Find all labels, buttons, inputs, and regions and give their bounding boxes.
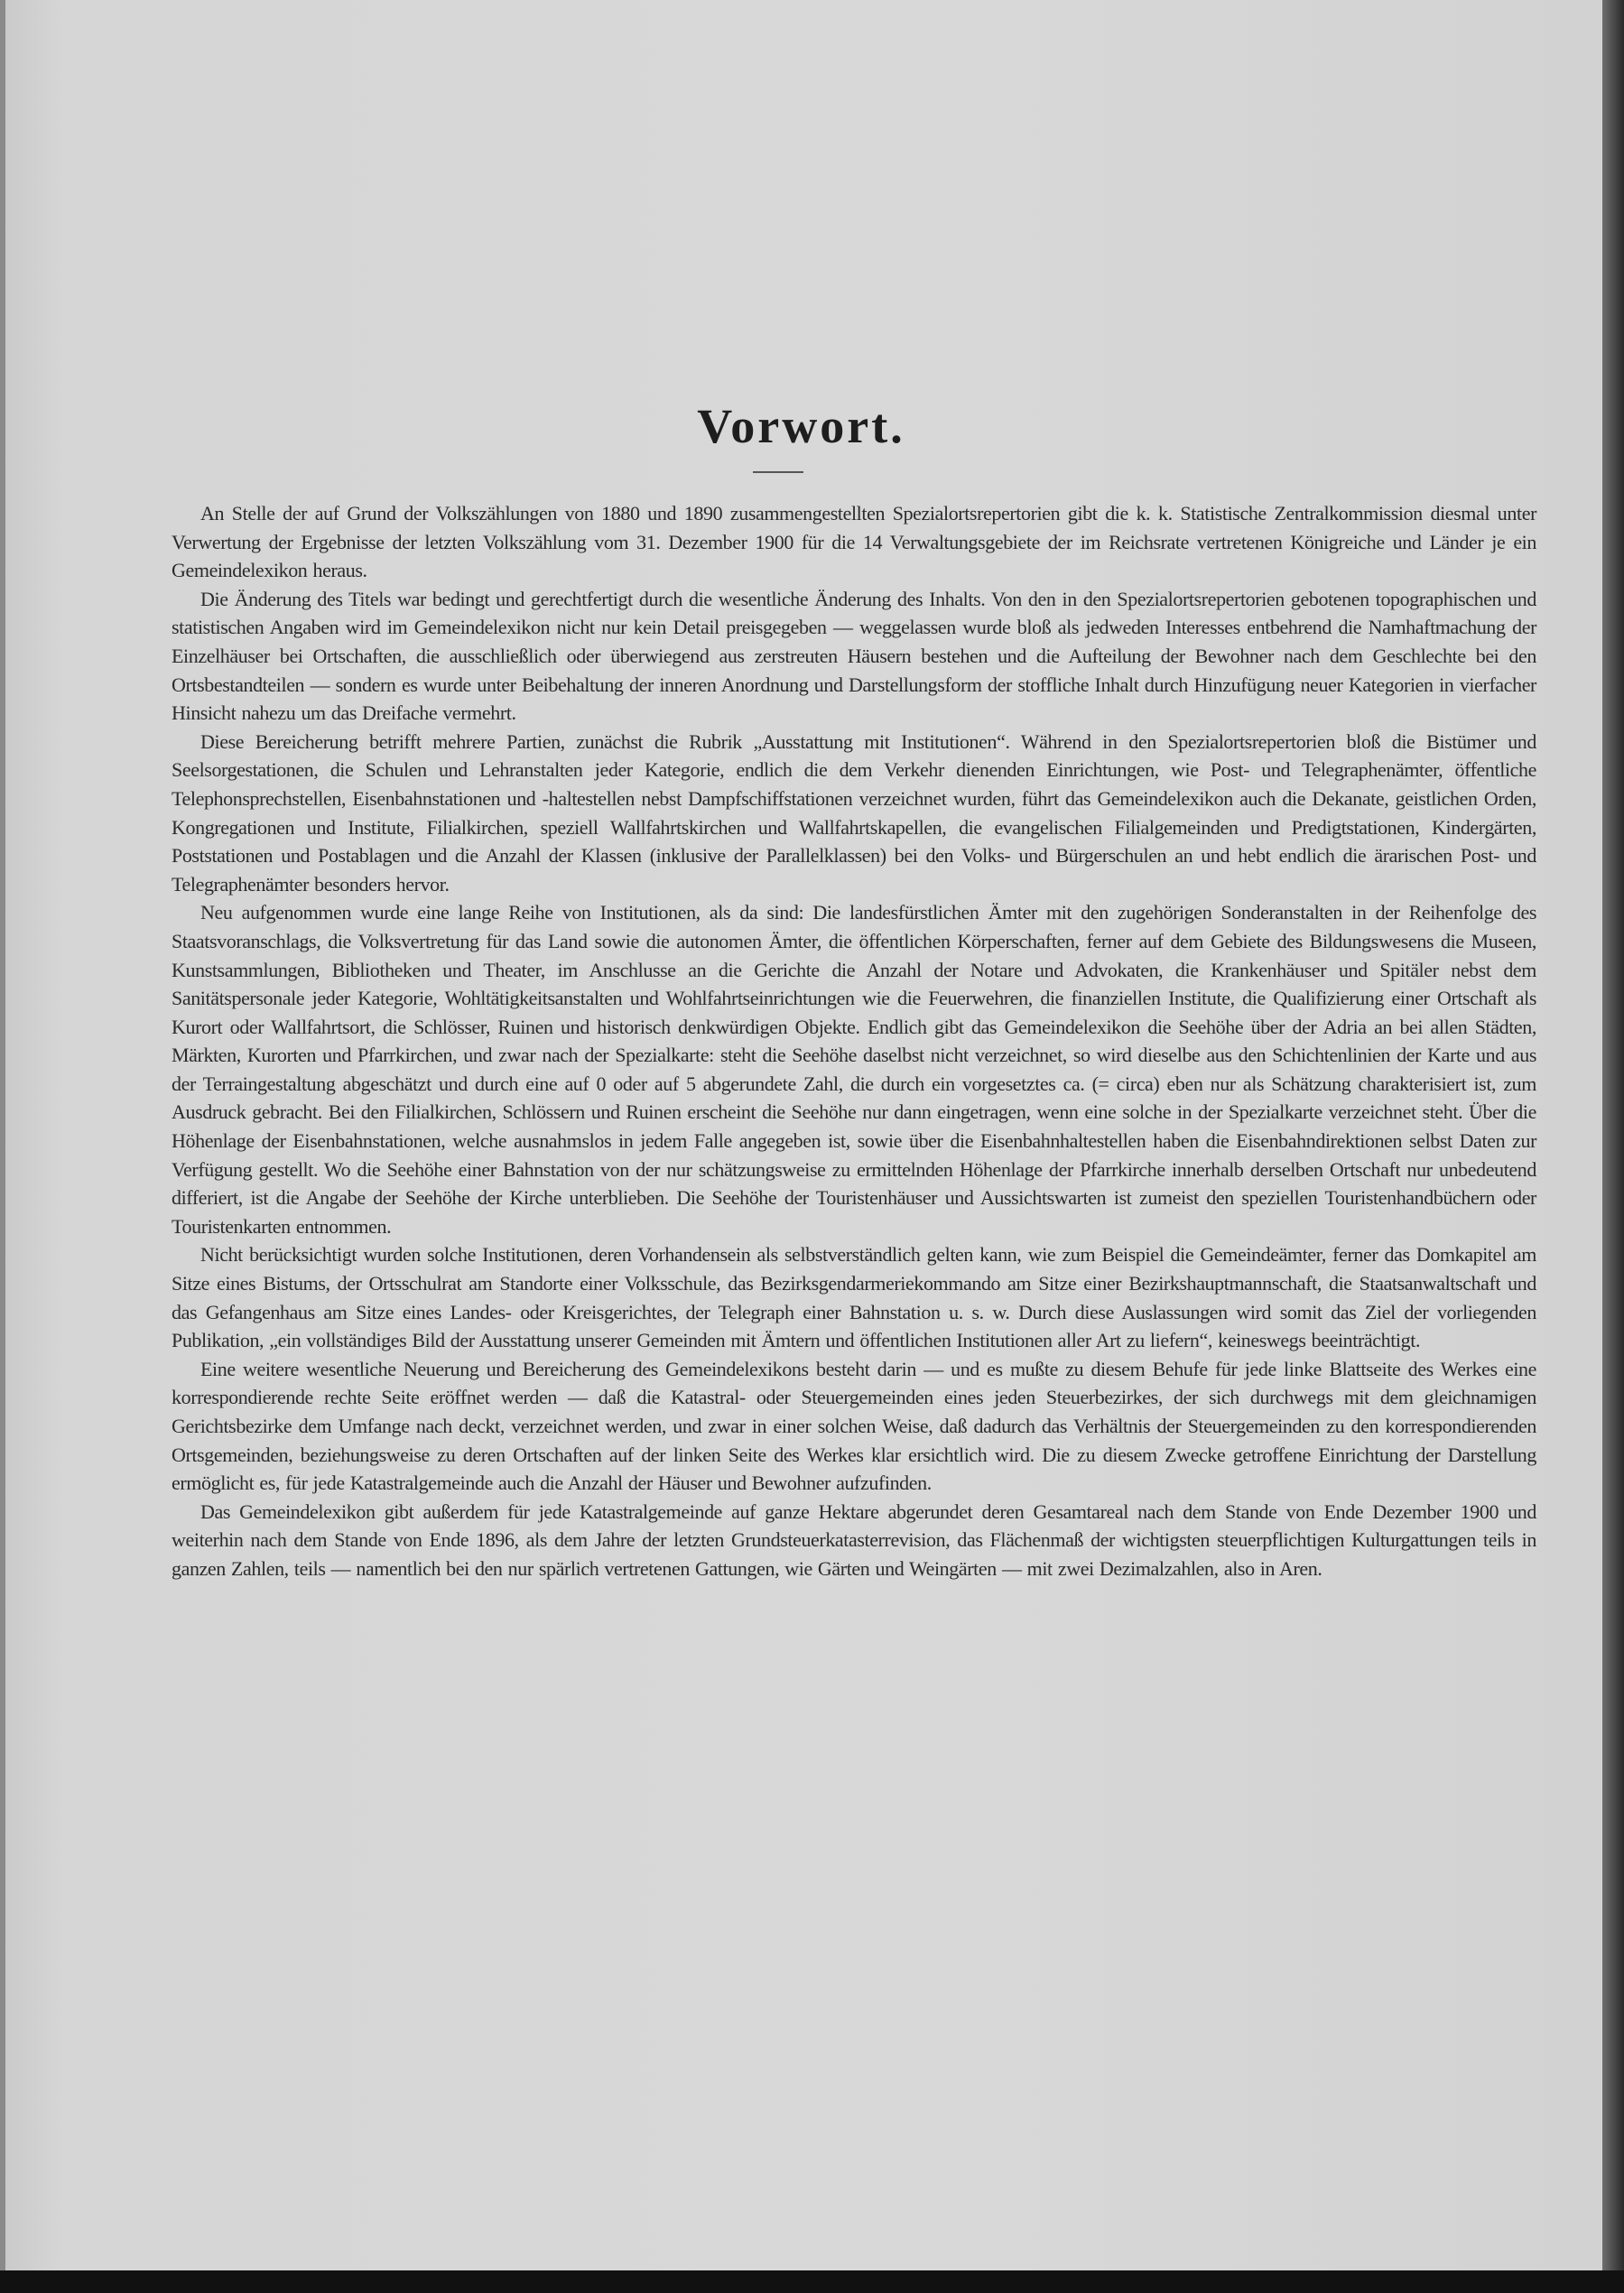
paragraph: An Stelle der auf Grund der Volkszählungen von 1880 und 1890 zusammengestellten Spezialortsrepertorien gibt die k. k. Statistische Zentralkommission diesmal unter Verwertung der Ergebnisse der letzten Volkszählung vom 31. Dezember 1900 für die 14 Verwaltungsgebiete der im Reichsrate vertretenen Königreiche und Länder je ein Gemeindelexikon heraus. [172, 502, 1536, 582]
page-title: Vorwort. [697, 399, 905, 454]
paragraph: Nicht berücksichtigt wurden solche Institutionen, deren Vorhandensein als selbstverständlich gelten kann, wie zum Beispiel die Gemeindeämter, ferner das Domkapitel am Sitze eines Bistums, der Ortsschulrat am Standorte einer Volksschule, das Bezirksgendarmeriekommando am Sitze einer Bezirkshauptmannschaft, die Staatsanwaltschaft und das Gefangenhaus am Sitze eines Landes- oder Kreisgerichtes, der Telegraph einer Bahnstation u. s. w. Durch diese Auslassungen wird somit das Ziel der vorliegenden Publikation, „ein vollständiges Bild der Ausstattung unserer Gemeinden mit Ämtern und öffentlichen Institutionen aller Art zu liefern“, keineswegs beeinträchtigt. [172, 1243, 1536, 1352]
paragraph: Die Änderung des Titels war bedingt und gerechtfertigt durch die wesentliche Änderung des Inhalts. Von den in den Spezialortsrepertorien gebotenen topographischen und statistischen Angaben wird im Gemeindelexikon nicht nur kein Detail preisgegeben — weggelassen wurde bloß als jedweden Interesses entbehrend die Namhaftmachung der Einzelhäuser bei Ortschaften, die ausschließlich oder überwiegend aus zerstreuten Häusern bestehen und die Aufteilung der Bewohner nach dem Geschlechte bei den Ortsbestandteilen — sondern es wurde unter Beibehaltung der inneren Anordnung und Darstellungsform der stoffliche Inhalt durch Hinzufügung neuer Kategorien in vierfacher Hinsicht nahezu um das Dreifache vermehrt. [172, 587, 1536, 725]
paragraph: Diese Bereicherung betrifft mehrere Partien, zunächst die Rubrik „Ausstattung mit Institutionen“. Während in den Spezialortsrepertorien bloß die Bistümer und Seelsorgestationen, die Schulen und Lehranstalten jeder Kategorie, endlich die dem Verkehr dienenden Einrichtungen, wie Post- und Telegraphenämter, öffentliche Telephonsprechstellen, Eisenbahnstationen und -haltestellen nebst Dampfschiffstationen verzeichnet wurden, führt das Gemeindelexikon auch die Dekanate, geistlichen Orden, Kongregationen und Institute, Filialkirchen, speziell Wallfahrtskirchen und Wallfahrtskapellen, die evangelischen Filialgemeinden und Predigtstationen, Kindergärten, Poststationen und Postablagen und die Anzahl der Klassen (inklusive der Parallelklassen) bei den Volks- und Bürgerschulen an und hebt endlich die ärarischen Post- und Telegraphenämter besonders hervor. [172, 729, 1536, 896]
title-divider [753, 471, 803, 473]
page-left-edge [0, 0, 5, 2270]
paragraph: Neu aufgenommen wurde eine lange Reihe von Institutionen, als da sind: Die landesfürstlichen Ämter mit den zugehörigen Sonderanstalten in der Reihenfolge des Staatsvoranschlags, die Volksvertretung für das Land sowie die autonomen Ämter, die öffentlichen Körperschaften, ferner auf dem Gebiete des Bildungswesens die Museen, Kunstsammlungen, Bibliotheken und Theater, im Anschlusse an die Gerichte die Anzahl der Notare und Advokaten, die Krankenhäuser und Spitäler nebst dem Sanitätspersonale jeder Kategorie, Wohltätigkeitsanstalten und Wohlfahrtseinrichtungen wie die Feuerwehren, die finanziellen Institute, die Qualifizierung einer Ortschaft als Kurort oder Wallfahrtsort, die Schlösser, Ruinen und historisch denkwürdigen Objekte. Endlich gibt das Gemeindelexikon die Seehöhe über der Adria an bei allen Städten, Märkten, Kurorten und Pfarrkirchen, und zwar nach der Spezialkarte: steht die Seehöhe daselbst nicht verzeichnet, so wird dieselbe aus den Schichtenlinien der Karte und aus der Terraingestaltung abgeschätzt und durch eine auf 0 oder auf 5 abgerundete Zahl, die durch ein vorgesetztes ca. (= circa) eben nur als Schätzung charakterisiert ist, zum Ausdruck gebracht. Bei den Filialkirchen, Schlössern und Ruinen erscheint die Seehöhe nur dann eingetragen, wenn eine solche in der Spezialkarte verzeichnet steht. Über die Höhenlage der Eisenbahnstationen, welche ausnahmslos in jedem Falle angegeben ist, sowie über die Eisenbahnhaltestellen haben die Eisenbahndirektionen selbst Daten zur Verfügung gestellt. Wo die Seehöhe einer Bahnstation von der nur schätzungsweise zu ermittelnden Höhenlage der Pfarrkirche innerhalb derselben Ortschaft nur unbedeutend differiert, ist die Angabe der Seehöhe der Kirche unterblieben. Die Seehöhe der Touristenhäuser und Aussichtswarten ist zumeist den speziellen Touristenhandbüchern oder Touristenkarten entnommen. [172, 901, 1536, 1238]
scan-bottom-border [0, 2270, 1624, 2293]
paragraph: Eine weitere wesentliche Neuerung und Bereicherung des Gemeindelexikons besteht darin — und es mußte zu diesem Behufe für jede linke Blattseite des Werkes eine korrespondierende rechte Seite eröffnet werden — daß die Katastral- oder Steuergemeinden eines jeden Steuerbezirkes, der sich durchwegs mit dem gleichnamigen Gerichtsbezirke dem Umfange nach deckt, verzeichnet werden, und zwar in einer solchen Weise, daß dadurch das Verhältnis der Steuergemeinden zu den korrespondierenden Ortsgemeinden, beziehungsweise zu deren Ortschaften auf der linken Seite des Werkes klar ersichtlich wird. Die zu diesem Zwecke getroffene Einrichtung der Darstellung ermöglicht es, für jede Katastralgemeinde auch die Anzahl der Häuser und Bewohner aufzufinden. [172, 1357, 1536, 1495]
preface-body [172, 499, 1536, 1583]
paragraph: Das Gemeindelexikon gibt außerdem für jede Katastralgemeinde auf ganze Hektare abgerundet deren Gesamtareal nach dem Stande von Ende Dezember 1900 und weiterhin nach dem Stande von Ende 1896, als dem Jahre der letzten Grundsteuerkatasterrevision, das Flächenmaß der wichtigsten steuerpflichtigen Kulturgattungen teils in ganzen Zahlen, teils — namentlich bei den nur spärlich vertretenen Gattungen, wie Gärten und Weingärten — mit zwei Dezimalzahlen, also in Aren. [172, 1499, 1536, 1580]
scan-right-border [1602, 0, 1624, 2293]
